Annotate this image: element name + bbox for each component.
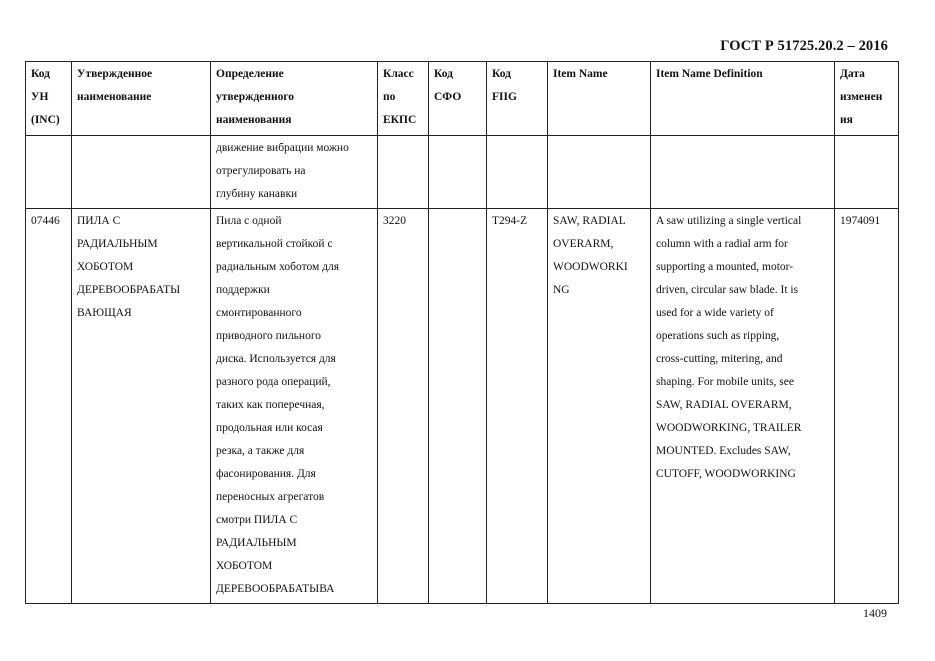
inc-code: 07446 — [31, 215, 60, 227]
definition-line: смонтированного — [216, 307, 302, 319]
approved-name-line: ВАЮЩАЯ — [77, 307, 132, 319]
definition-line: резка, а также для — [216, 445, 305, 457]
item-name-definition-line: supporting a mounted, motor- — [656, 261, 794, 273]
definition-line: смотри ПИЛА С — [216, 514, 298, 526]
definition-line: Пила с одной — [216, 215, 282, 227]
header-item-name — [548, 62, 651, 136]
header-line: по — [383, 91, 396, 103]
header-line: изменен — [840, 91, 883, 103]
cell-date — [835, 136, 899, 209]
header-line: ЕКПС — [383, 114, 417, 126]
definition-line: фасонирования. Для — [216, 468, 316, 480]
definition-line: ХОБОТОМ — [216, 560, 273, 572]
header-line: Код — [434, 68, 454, 80]
cell-definition — [211, 209, 378, 604]
header-date — [835, 62, 899, 136]
item-name-definition-line: operations such as ripping, — [656, 330, 780, 342]
definition-line: ДЕРЕВООБРАБАТЫВА — [216, 583, 335, 595]
header-line: утвержденного — [216, 91, 295, 103]
approved-name-line: ДЕРЕВООБРАБАТЫ — [77, 284, 181, 296]
cell-date — [835, 209, 899, 604]
header-line: Дата — [840, 68, 865, 80]
cell-inc — [26, 209, 72, 604]
item-name-line: SAW, RADIAL — [553, 215, 626, 227]
definition-line: РАДИАЛЬНЫМ — [216, 537, 297, 549]
item-name-line: WOODWORKI — [553, 261, 628, 273]
item-name-definition-line: A saw utilizing a single vertical — [656, 215, 802, 227]
header-line: FIIG — [492, 91, 517, 103]
item-name-definition-line: CUTOFF, WOODWORKING — [656, 468, 796, 480]
item-name-line: OVERARM, — [553, 238, 614, 250]
cell-approved-name — [72, 209, 211, 604]
header-row — [26, 62, 899, 136]
cell-approved-name — [72, 136, 211, 209]
header-line: наименования — [216, 114, 292, 126]
item-name-definition-line: column with a radial arm for — [656, 238, 788, 250]
cell-inc — [26, 136, 72, 209]
header-class — [378, 62, 429, 136]
item-name-definition-line: WOODWORKING, TRAILER — [656, 422, 802, 434]
header-line: Item Name Definition — [656, 68, 763, 80]
cell-fiig — [487, 209, 548, 604]
item-name-definition-line: driven, circular saw blade. It is — [656, 284, 799, 296]
approved-name-line: ХОБОТОМ — [77, 261, 134, 273]
cell-sfo — [429, 209, 487, 604]
header-line: Item Name — [553, 68, 608, 80]
page-number: 1409 — [863, 606, 887, 620]
header-inc — [26, 62, 72, 136]
definition-line: продольная или косая — [216, 422, 323, 434]
item-name-line: NG — [553, 284, 570, 296]
document-title: ГОСТ Р 51725.20.2 – 2016 — [720, 38, 888, 54]
cell-item-name — [548, 136, 651, 209]
definition-line: диска. Используется для — [216, 353, 336, 365]
date-value: 1974091 — [840, 215, 881, 227]
header-line: ия — [840, 114, 853, 126]
item-name-definition-line: MOUNTED. Excludes SAW, — [656, 445, 791, 457]
cell-class — [378, 136, 429, 209]
definition-line: таких как поперечная, — [216, 399, 325, 411]
header-line: УН — [31, 91, 49, 103]
header-line: наименование — [77, 91, 152, 103]
definition-line: движение вибрации можно — [216, 142, 349, 154]
definition-line: отрегулировать на — [216, 165, 306, 177]
definition-line: поддержки — [216, 284, 270, 296]
header-line: Определение — [216, 68, 284, 80]
header-line: Код — [31, 68, 51, 80]
fiig-code: T294-Z — [492, 215, 528, 227]
header-line: Класс — [383, 68, 414, 80]
item-name-definition-line: shaping. For mobile units, see — [656, 376, 794, 388]
cell-item-name-definition — [651, 209, 835, 604]
definition-line: переносных агрегатов — [216, 491, 325, 503]
class-code: 3220 — [383, 215, 406, 227]
header-line: (INC) — [31, 114, 60, 126]
cell-fiig — [487, 136, 548, 209]
header-line: Утвержденное — [77, 68, 153, 80]
definition-line: разного рода операций, — [216, 376, 331, 388]
header-approved-name — [72, 62, 211, 136]
cell-definition — [211, 136, 378, 209]
approved-name-line: ПИЛА С — [77, 215, 121, 227]
header-definition — [211, 62, 378, 136]
header-item-name-definition — [651, 62, 835, 136]
definition-line: радиальным хоботом для — [216, 261, 340, 273]
cell-sfo — [429, 136, 487, 209]
header-fiig — [487, 62, 548, 136]
cell-item-name — [548, 209, 651, 604]
header-line: Код — [492, 68, 512, 80]
header-sfo — [429, 62, 487, 136]
table-row-continuation — [26, 136, 899, 209]
item-name-table — [25, 61, 899, 604]
definition-line: глубину канавки — [216, 188, 298, 200]
definition-line: приводного пильного — [216, 330, 322, 342]
table-row-07446 — [26, 209, 899, 604]
item-name-definition-line: used for a wide variety of — [656, 307, 774, 319]
cell-class — [378, 209, 429, 604]
approved-name-line: РАДИАЛЬНЫМ — [77, 238, 158, 250]
item-name-definition-line: SAW, RADIAL OVERARM, — [656, 399, 792, 411]
definition-line: вертикальной стойкой с — [216, 238, 333, 250]
header-line: СФО — [434, 91, 462, 103]
item-name-definition-line: cross-cutting, mitering, and — [656, 353, 783, 365]
cell-item-name-definition — [651, 136, 835, 209]
